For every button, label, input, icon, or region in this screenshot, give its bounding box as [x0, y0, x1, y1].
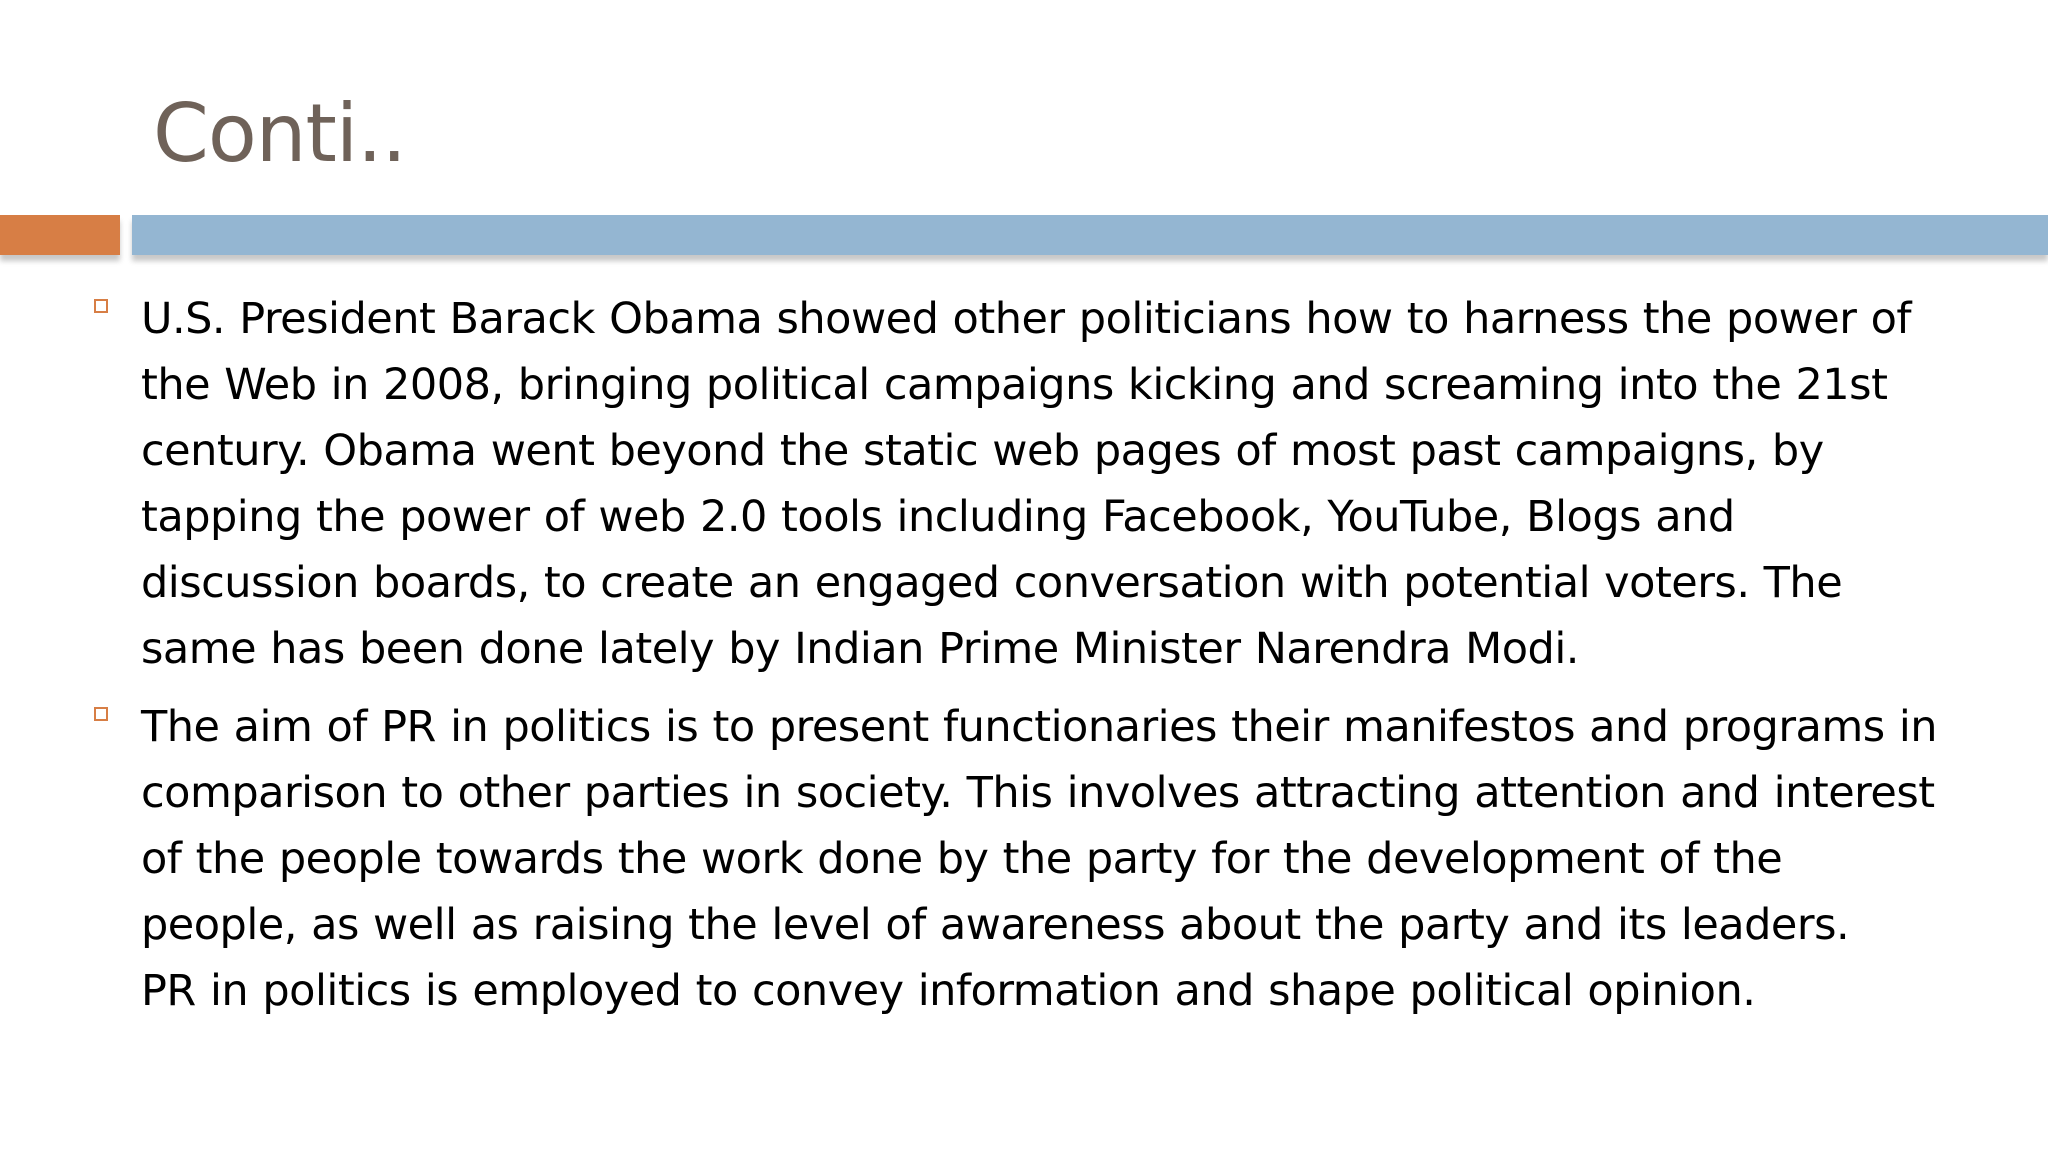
text-line: discussion boards, to create an engaged conversation with potential voters. The [141, 558, 1843, 608]
bullet-list [90, 286, 1990, 1036]
text-line: same has been done lately by Indian Prime Minister Narendra Modi. [141, 624, 1579, 674]
text-line: the Web in 2008, bringing political campaigns kicking and screaming into the 21st [141, 360, 1888, 410]
bullet-text [141, 694, 1990, 1024]
bullet-item-pr-politics [90, 694, 1990, 1024]
text-line: tapping the power of web 2.0 tools including Facebook, YouTube, Blogs and [141, 492, 1735, 542]
text-line: comparison to other parties in society. This involves attracting attention and interest [141, 768, 1935, 818]
bullet-text [141, 286, 1990, 682]
text-line: of the people towards the work done by the party for the development of the [141, 834, 1783, 884]
text-line: The aim of PR in politics is to present functionaries their manifestos and programs in [141, 702, 1938, 752]
title-accent-bar-blue [132, 215, 2048, 255]
bullet-item-obama [90, 286, 1990, 682]
hollow-square-bullet-icon [94, 299, 108, 313]
slide-title: Conti.. [153, 87, 406, 180]
title-accent-bar-orange [0, 215, 120, 255]
hollow-square-bullet-icon [94, 707, 108, 721]
text-line: U.S. President Barack Obama showed other politicians how to harness the power of [141, 294, 1912, 344]
text-line: PR in politics is employed to convey information and shape political opinion. [141, 966, 1756, 1016]
text-line: people, as well as raising the level of awareness about the party and its leaders. [141, 900, 1850, 950]
text-line: century. Obama went beyond the static web pages of most past campaigns, by [141, 426, 1824, 476]
